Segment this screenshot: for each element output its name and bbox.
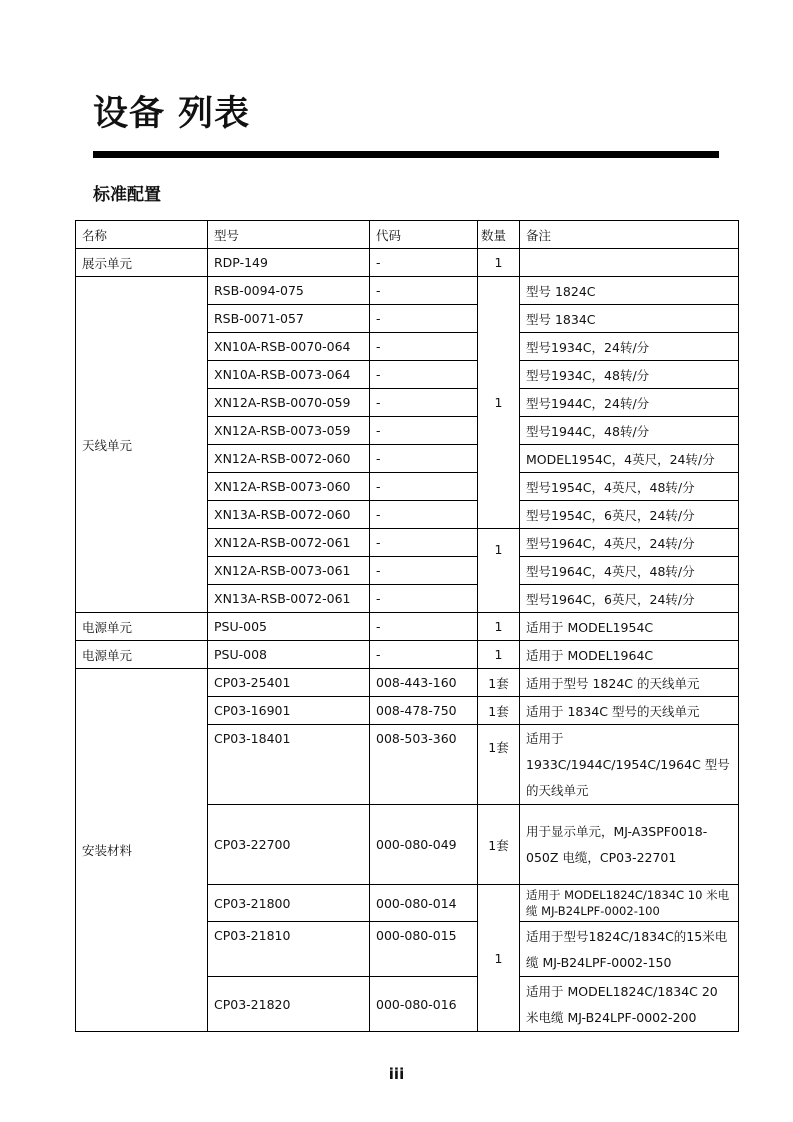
cell-model: RSB-0071-057 [208, 305, 370, 333]
cell-code: - [370, 389, 478, 417]
cell-model: CP03-18401 [208, 725, 370, 805]
table-row [76, 249, 739, 277]
cell-note: 型号1964C，6英尺，24转/分 [520, 585, 739, 613]
cell-name: 电源单元 [76, 613, 208, 641]
cell-note: 用于显示单元，MJ-A3SPF0018-050Z 电缆，CP03-22701 [520, 805, 739, 885]
cell-note: 型号 1824C [520, 277, 739, 305]
cell-model: CP03-21820 [208, 977, 370, 1032]
cell-note: 型号1934C，48转/分 [520, 361, 739, 389]
cell-code: 000-080-049 [370, 805, 478, 885]
header-model: 型号 [208, 221, 370, 249]
cell-model: RDP-149 [208, 249, 370, 277]
cell-model: XN12A-RSB-0072-061 [208, 529, 370, 557]
page-title: 设备 列表 [93, 94, 251, 134]
cell-code: - [370, 501, 478, 529]
cell-note: 型号1954C，6英尺，24转/分 [520, 501, 739, 529]
cell-qty: 1套 [478, 805, 520, 885]
equipment-table [75, 220, 739, 1032]
cell-qty: 1 [478, 885, 520, 1032]
cell-code: - [370, 361, 478, 389]
cell-qty: 1 [478, 613, 520, 641]
cell-code: 000-080-014 [370, 885, 478, 922]
table-row [76, 277, 739, 305]
cell-model: PSU-005 [208, 613, 370, 641]
table-row [76, 669, 739, 697]
cell-code: - [370, 641, 478, 669]
header-code: 代码 [370, 221, 478, 249]
cell-qty: 1套 [478, 725, 520, 805]
cell-note: 型号1954C，4英尺，48转/分 [520, 473, 739, 501]
cell-note: 型号 1834C [520, 305, 739, 333]
cell-qty: 1 [478, 277, 520, 529]
table-header-row [76, 221, 739, 249]
cell-qty: 1 [478, 249, 520, 277]
cell-note: 适用于 MODEL1964C [520, 641, 739, 669]
cell-model: CP03-21810 [208, 922, 370, 977]
header-name: 名称 [76, 221, 208, 249]
cell-note [520, 249, 739, 277]
cell-model: XN13A-RSB-0072-060 [208, 501, 370, 529]
cell-model: XN13A-RSB-0072-061 [208, 585, 370, 613]
cell-qty: 1 [478, 641, 520, 669]
cell-code: - [370, 417, 478, 445]
cell-code: - [370, 613, 478, 641]
cell-note: 适用于 1933C/1944C/1954C/1964C 型号的天线单元 [520, 725, 739, 805]
cell-model: XN12A-RSB-0072-060 [208, 445, 370, 473]
cell-note: 适用于 MODEL1824C/1834C 20 米电缆 MJ-B24LPF-0002-200 [520, 977, 739, 1032]
cell-code: - [370, 529, 478, 557]
cell-model: CP03-21800 [208, 885, 370, 922]
cell-note: 适用于型号1824C/1834C的15米电缆 MJ-B24LPF-0002-150 [520, 922, 739, 977]
cell-model: RSB-0094-075 [208, 277, 370, 305]
cell-code: - [370, 445, 478, 473]
cell-note: 型号1944C，24转/分 [520, 389, 739, 417]
cell-code: 008-503-360 [370, 725, 478, 805]
cell-code: 008-443-160 [370, 669, 478, 697]
cell-model: CP03-16901 [208, 697, 370, 725]
cell-name: 天线单元 [76, 277, 208, 613]
cell-code: - [370, 473, 478, 501]
cell-note: 适用于 MODEL1954C [520, 613, 739, 641]
cell-note: 型号1934C，24转/分 [520, 333, 739, 361]
header-note: 备注 [520, 221, 739, 249]
cell-code: - [370, 277, 478, 305]
title-divider [93, 151, 719, 158]
cell-model: XN12A-RSB-0070-059 [208, 389, 370, 417]
cell-note: 适用于型号 1824C 的天线单元 [520, 669, 739, 697]
cell-name: 展示单元 [76, 249, 208, 277]
cell-model: XN10A-RSB-0070-064 [208, 333, 370, 361]
table-row [76, 613, 739, 641]
cell-code: - [370, 557, 478, 585]
cell-code: - [370, 249, 478, 277]
cell-qty: 1 [478, 529, 520, 613]
cell-name: 电源单元 [76, 641, 208, 669]
cell-note: 型号1964C，4英尺，48转/分 [520, 557, 739, 585]
cell-note: 型号1944C，48转/分 [520, 417, 739, 445]
cell-name: 安装材料 [76, 669, 208, 1032]
cell-note: 适用于 MODEL1824C/1834C 10 米电缆 MJ-B24LPF-0002-100 [520, 885, 739, 922]
header-qty: 数量 [478, 221, 520, 249]
cell-note: 型号1964C，4英尺，24转/分 [520, 529, 739, 557]
cell-model: XN12A-RSB-0073-060 [208, 473, 370, 501]
cell-model: XN12A-RSB-0073-059 [208, 417, 370, 445]
cell-code: 000-080-016 [370, 977, 478, 1032]
cell-qty: 1套 [478, 697, 520, 725]
cell-code: - [370, 305, 478, 333]
cell-note: 适用于 1834C 型号的天线单元 [520, 697, 739, 725]
cell-code: 000-080-015 [370, 922, 478, 977]
cell-model: XN12A-RSB-0073-061 [208, 557, 370, 585]
cell-model: PSU-008 [208, 641, 370, 669]
cell-model: CP03-22700 [208, 805, 370, 885]
cell-qty: 1套 [478, 669, 520, 697]
table-row [76, 641, 739, 669]
cell-note: MODEL1954C，4英尺，24转/分 [520, 445, 739, 473]
section-heading: 标准配置 [93, 185, 161, 205]
cell-model: CP03-25401 [208, 669, 370, 697]
cell-code: 008-478-750 [370, 697, 478, 725]
cell-model: XN10A-RSB-0073-064 [208, 361, 370, 389]
cell-code: - [370, 333, 478, 361]
page-number: iii [388, 1065, 405, 1083]
cell-code: - [370, 585, 478, 613]
